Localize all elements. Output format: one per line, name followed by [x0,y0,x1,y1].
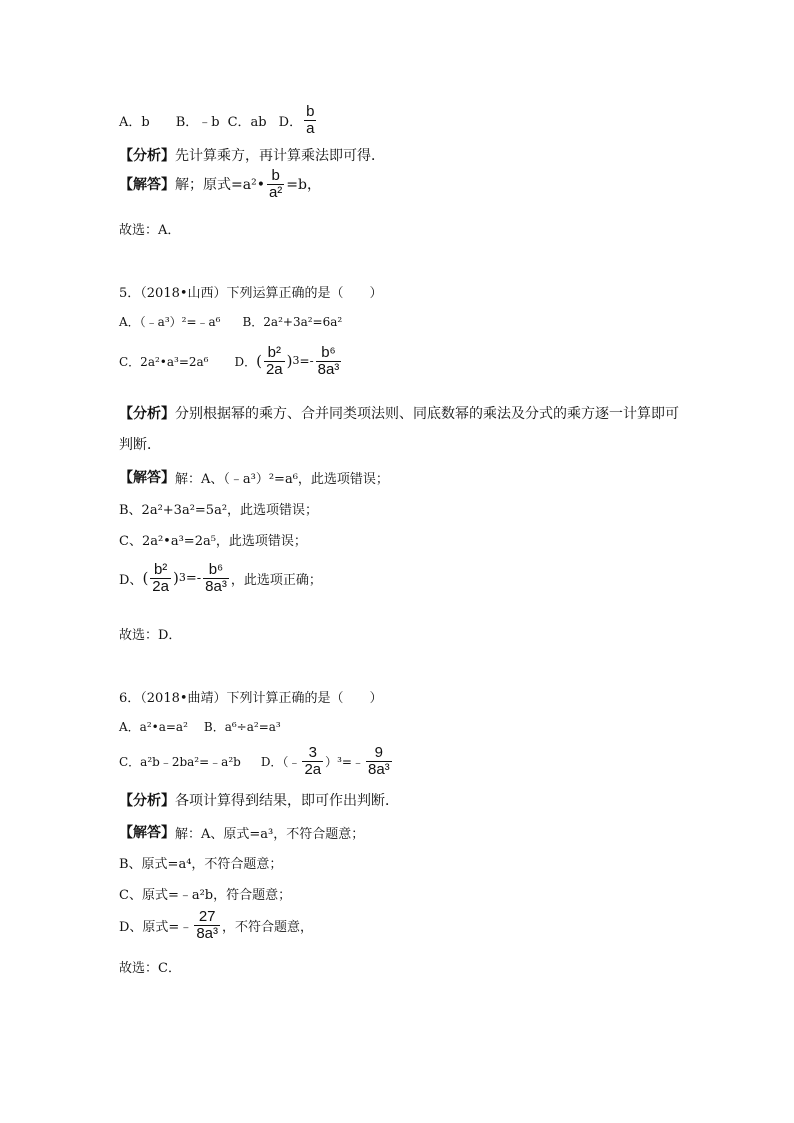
q5-stem: 5．（2018•山西）下列运算正确的是（ ） [119,286,383,301]
q6-option-d-mid: ）³=﹣ [325,754,364,769]
q5-choose: 故选：D． [119,628,182,643]
fraction-denominator: 2a [152,577,169,595]
q5-analysis-line2: 判断． [119,437,161,453]
q4-option-b: B．﹣b [175,114,220,130]
answer-d-post: ，不符合题意， [222,919,314,935]
q6-answer-d [119,909,313,942]
fraction-numerator: b⁶ [321,344,336,361]
answer-text-pre: 解；原式=a²• [175,177,265,194]
fraction-numerator: 27 [198,908,216,925]
fraction-numerator: b² [267,344,281,361]
fraction-denominator: a² [268,183,283,201]
q4-analysis [119,145,385,165]
answer-text: 解：A、原式=a³，不符合题意； [175,826,365,842]
q4-choose: 故选：A． [119,223,181,238]
q6-answer-a [119,822,364,842]
q5-option-d-rhs-fraction [316,345,342,378]
answer-text: 解：A、（﹣a³）²=a⁶，此选项错误； [175,471,389,487]
q5-option-c: C．2a²•a³=2a⁶ [119,354,209,369]
fraction-numerator: b² [153,561,168,578]
fraction-numerator: b⁶ [208,561,224,578]
answer-fraction [267,168,284,201]
q4-option-d-prefix: D． [278,114,303,130]
fraction-numerator: b [271,167,280,184]
q6-choose: 故选：C． [119,961,181,976]
answer-d-prefix: D、 [119,572,143,588]
q5-option-a: A．（﹣a³）²=﹣a⁶ [119,315,221,329]
q5-answer-d: D、 ( $\frac{\text{b²}}{2a}$ ) 3 =- $\frac{\text{b⁶}}{\text{8a³}}$ ，此选项正确； [119,561,322,595]
fraction-numerator: 9 [374,744,384,761]
q6-analysis [119,790,399,810]
analysis-text: 各项计算得到结果，即可作出判断． [175,793,399,809]
q6-option-b: B．a⁶÷a²=a³ [203,720,281,734]
analysis-tag: 【分析】 [119,793,175,809]
fraction-numerator: b [306,103,315,120]
q6-stem: 6．（2018•曲靖）下列计算正确的是（ ） [119,691,383,706]
answer-d-rhs-fraction [203,562,229,595]
q4-answer [119,168,321,201]
left-paren: ( [142,569,149,588]
q5-option-d-lhs-fraction [264,345,285,378]
q6-option-a: A．a²•a=a² [119,720,188,734]
equals-minus: =- [299,354,314,369]
answer-d-post: ，此选项正确； [230,572,322,588]
q5-analysis-line1 [119,403,679,423]
fraction-denominator: 8a³ [317,360,340,378]
q5-option-b: B．2a²+3a²=6a² [242,315,343,329]
q5-options-cd: C．2a²•a³=2a⁶ D． ( $\frac{\text{b²}}{2a}$ ) 3 =- $\frac{\text{b⁶}}{\text{8a³}}$ [119,344,340,378]
fraction-denominator: 2a [265,360,283,378]
q6-option-d-rhs-fraction [366,745,392,778]
q4-option-c: C．ab [227,114,267,130]
analysis-text: 分别根据幂的乘方、合并同类项法则、同底数幂的乘法及分式的乘方逐一计算即可 [175,406,679,422]
q6-options-ab [119,718,281,735]
fraction-denominator: a [306,119,315,137]
q6-answer-c: C、原式=﹣a²b，符合题意； [119,888,292,903]
q5-answer-b: B、2a²+3a²=5a²，此选项错误； [119,503,319,518]
analysis-tag: 【分析】 [119,148,175,164]
q6-option-c: C．a²b﹣2ba²=﹣a²b [119,754,241,769]
fraction-denominator: 8a³ [196,924,219,942]
q5-answer-c: C、2a²•a³=2a⁵，此选项错误； [119,534,307,549]
q4-options [119,104,318,137]
q5-answer-a [119,467,389,487]
q4-option-a: A．b [119,114,150,130]
q5-option-d-prefix: D． [234,354,257,369]
analysis-text: 先计算乘方，再计算乘法即可得． [175,148,385,164]
answer-tag: 【解答】 [119,470,175,486]
answer-text-post: =b， [286,177,321,194]
answer-tag: 【解答】 [119,825,175,841]
q4-option-d-fraction [304,104,316,137]
right-paren: ) [286,352,293,371]
fraction-denominator: 8a³ [205,577,227,595]
answer-tag: 【解答】 [119,177,175,194]
answer-d-prefix: D、原式=﹣ [119,919,193,935]
q6-option-d-lhs-fraction [302,745,323,778]
fraction-numerator: 3 [308,744,317,761]
left-paren: ( [256,352,262,371]
q6-option-d-prefix: D．（﹣ [260,754,301,769]
fraction-denominator: 2a [304,760,322,778]
answer-d-lhs-fraction [150,562,171,595]
right-paren: ) [172,569,179,588]
q6-options-cd [119,745,394,778]
fraction-denominator: 8a³ [368,760,390,778]
analysis-tag: 【分析】 [119,406,175,422]
q5-options-ab [119,313,342,330]
equals-minus: =- [185,570,202,586]
q6-answer-b: B、原式=a⁴，不符合题意； [119,857,283,872]
answer-d-fraction [194,909,220,942]
